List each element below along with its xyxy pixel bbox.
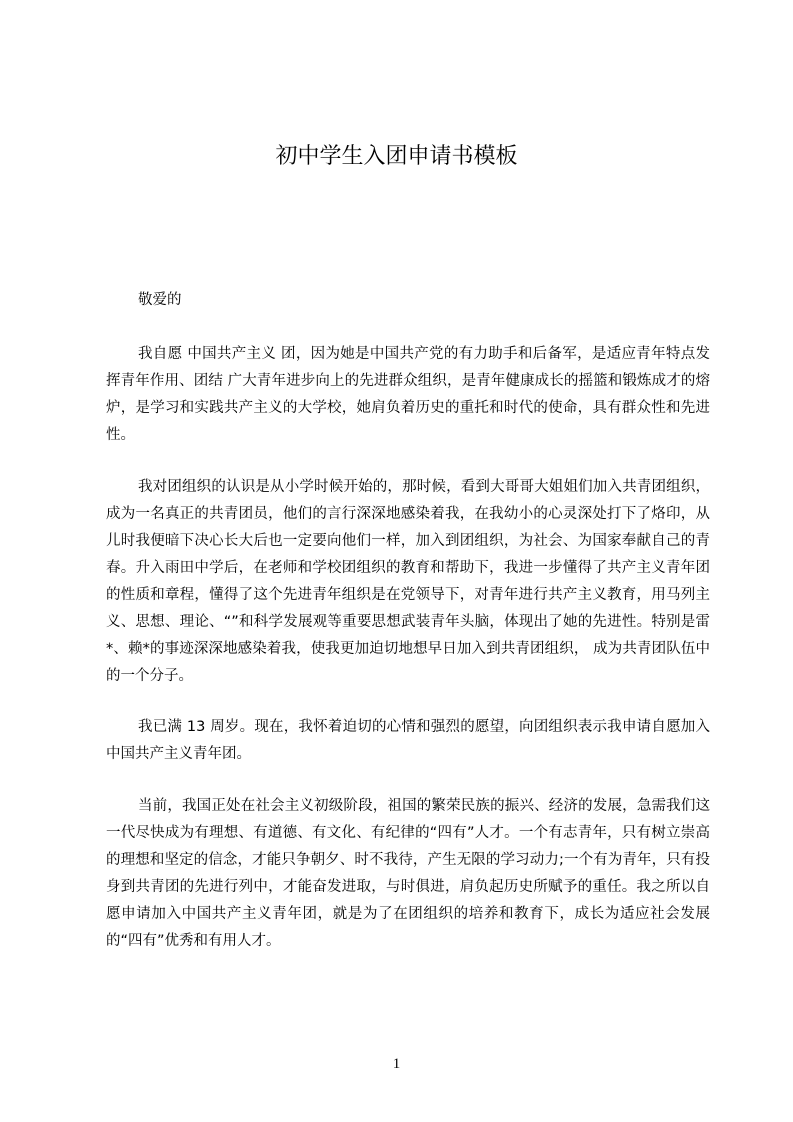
paragraph-understanding: 我对团组织的认识是从小学时候开始的，那时候，看到大哥哥大姐姐们加入共青团组织，成为一名真正的共青团员，他们的言行深深地感染着我，在我幼小的心灵深处打下了烙印，从儿时我便暗下决心长大后也一定要向他们一样，加入到团组织，为社会、为国家奉献自己的青春。升入雨田中学后，在老师和学校团组织的教育和帮助下，我进一步懂得了共产主义青年团的性质和章程，懂得了这个先进青年组织是在党领导下，对青年进行共产主义教育，用马列主义、思想、理论、“”和科学发展观等重要思想武装青年头脑，体现出了她的先进性。特别是雷*、赖*的事迹深深地感染着我，使我更加迫切地想早日加入到共青团组织， 成为共青团队伍中的一个分子。: [106, 479, 710, 684]
paragraph-motivation: 当前，我国正处在社会主义初级阶段，祖国的繁荣民族的振兴、经济的发展，急需我们这一代尽快成为有理想、有道德、有文化、有纪律的“四有”人才。一个有志青年，只有树立崇高的理想和坚定的信念，才能只争朝夕、时不我待，产生无限的学习动力;一个有为青年，只有投身到共青团的先进行列中，才能奋发进取，与时俱进，肩负起历史所赋予的重任。我之所以自愿申请加入中国共产主义青年团，就是为了在团组织的培养和教育下，成长为适应社会发展的“四有”优秀和有用人才。: [106, 798, 710, 949]
paragraph-application: 我已满 13 周岁。现在，我怀着迫切的心情和强烈的愿望，向团组织表示我申请自愿加入中国共产主义青年团。: [106, 719, 710, 762]
salutation: 敬爱的: [138, 292, 182, 308]
page-number: 1: [392, 1056, 401, 1072]
paragraph-intro: 我自愿 中国共产主义 团，因为她是中国共产党的有力助手和后备军，是适应青年特点发挥青年作用、团结 广大青年进步向上的先进群众组织，是青年健康成长的摇篮和锻炼成才的熔炉，是学习和实践共产主义的大学校，她肩负着历史的重托和时代的使命，具有群众性和先进性。: [106, 346, 710, 443]
document-title: 初中学生入团申请书模板: [275, 144, 518, 169]
